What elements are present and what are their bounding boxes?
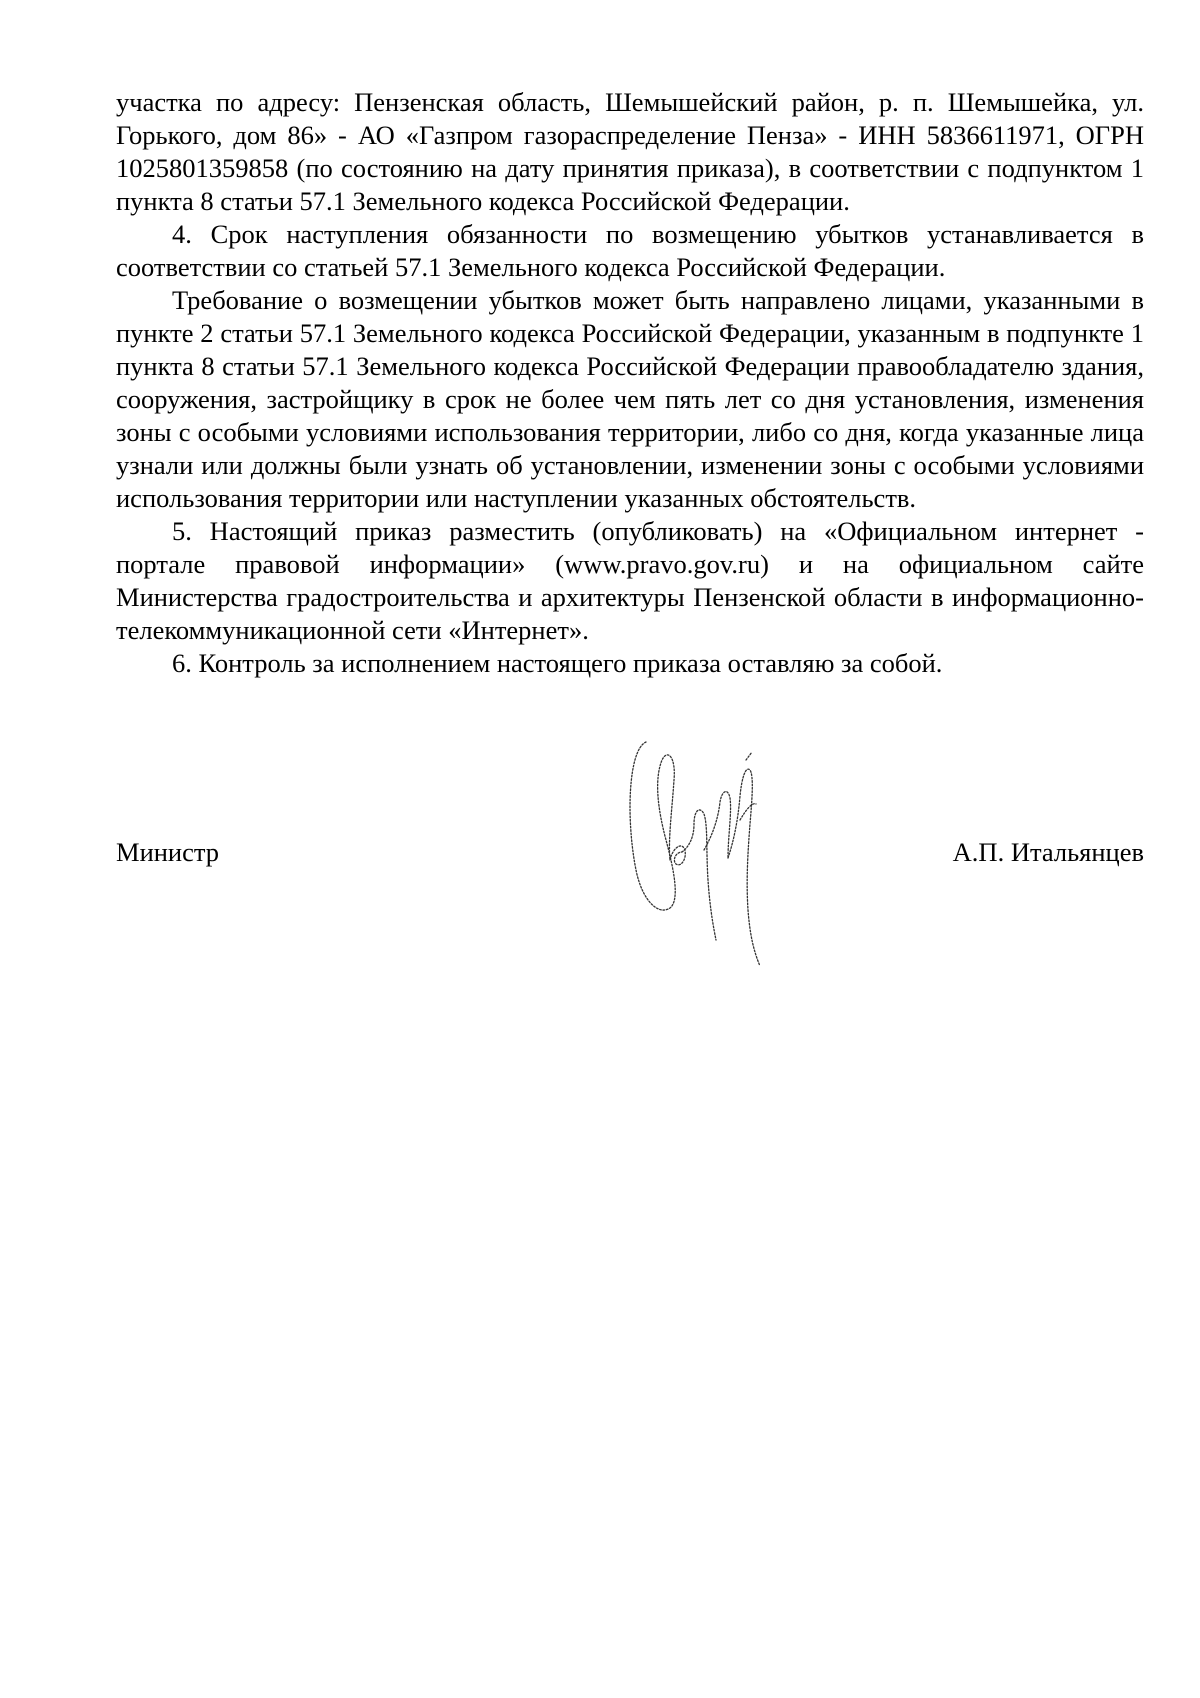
signer-name: А.П. Итальянцев [952,837,1144,867]
paragraph-compensation-claim: Требование о возмещении убытков может быть направлено лицами, указанными в пункте 2 статьи 57.1 Земельного кодекса Российской Федерации, указанным в подпункте 1 пункта 8 статьи 57.1 Земельного кодекса Российской Федерации правообладателю здания, сооружения, застройщику в срок не более чем пять лет со дня установления, изменения зоны с особыми условиями использования территории, либо со дня, когда указанные лица узнали или должны были узнать об установлении, изменении зоны с особыми условиями использования территории или наступлении указанных обстоятельств. [116,285,1144,513]
paragraph-item-6: 6. Контроль за исполнением настоящего приказа оставляю за собой. [172,648,943,678]
paragraph-continuation: участка по адресу: Пензенская область, Шемышейский район, р. п. Шемышейка, ул. Горького, дом 86» - АО «Газпром газораспределение Пенза» - ИНН 5836611971, ОГРН 1025801359858 (по состоянию на дату принятия приказа), в соответствии с подпунктом 1 пункта 8 статьи 57.1 Земельного кодекса Российской Федерации. [116,87,1144,216]
paragraph-item-4: 4. Срок наступления обязанности по возмещению убытков устанавливается в соответствии со статьей 57.1 Земельного кодекса Российской Федерации. [116,219,1144,282]
paragraph-item-5: 5. Настоящий приказ разместить (опубликовать) на «Официальном интернет - портале правовой информации» (www.pravo.gov.ru) и на официальном сайте Министерства градостроительства и архитектуры Пензенской области в информационно-телекоммуникационной сети «Интернет». [116,516,1144,645]
handwritten-signature [628,740,788,970]
document-body [116,86,1144,680]
signer-position: Министр [116,837,220,867]
